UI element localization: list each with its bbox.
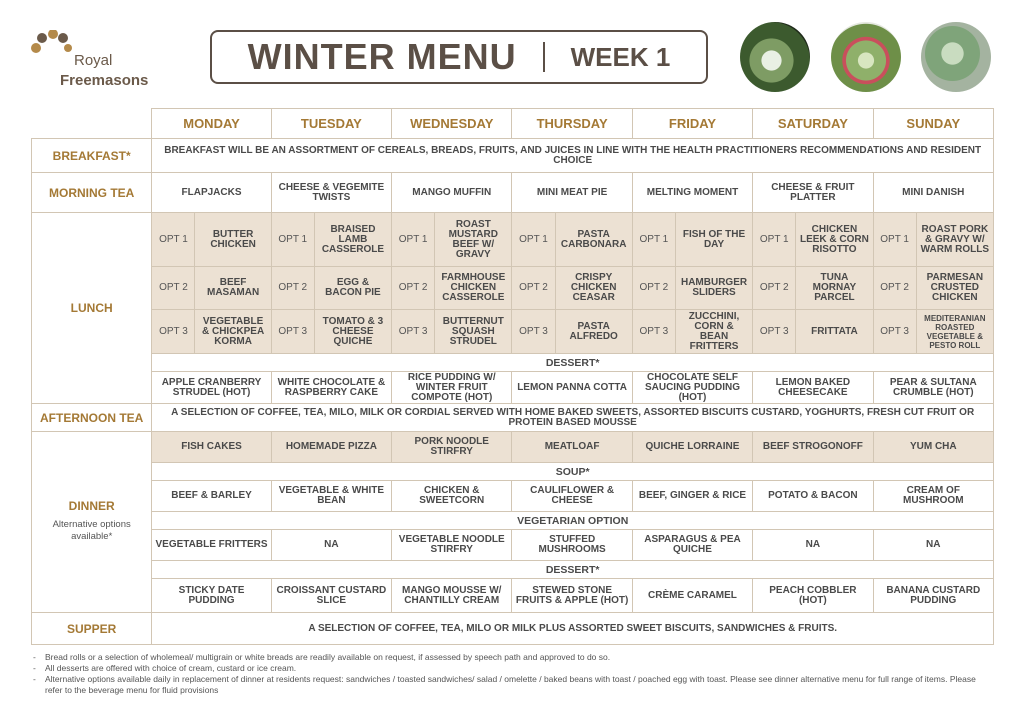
dinner-main-item: FISH CAKES bbox=[152, 432, 271, 463]
days-header-row bbox=[32, 109, 994, 139]
lunch-item: PASTA ALFREDO bbox=[555, 310, 632, 354]
vegetarian-row bbox=[32, 530, 994, 561]
lunch-item: ZUCCHINI, CORN & BEAN FRITTERS bbox=[675, 310, 752, 354]
supper-description: A SELECTION OF COFFEE, TEA, MILO OR MILK PLUS ASSORTED SWEET BISCUITS, SANDWICHES & FRUITS. bbox=[152, 613, 994, 645]
morning-tea-item: FLAPJACKS bbox=[152, 173, 271, 213]
vegetarian-item: STUFFED MUSHROOMS bbox=[512, 530, 632, 561]
soup-item: BEEF, GINGER & RICE bbox=[632, 481, 752, 512]
lunch-opt-label: OPT 2 bbox=[632, 267, 675, 310]
lunch-dessert-label: DESSERT* bbox=[152, 354, 994, 372]
lunch-item: TUNA MORNAY PARCEL bbox=[796, 267, 873, 310]
dinner-label: DINNER bbox=[68, 499, 115, 513]
morning-tea-item: MELTING MOMENT bbox=[632, 173, 752, 213]
lunch-dessert-item: APPLE CRANBERRY STRUDEL (HOT) bbox=[152, 372, 271, 404]
vegetarian-label: VEGETARIAN OPTION bbox=[152, 512, 994, 530]
dinner-main-item: QUICHE LORRAINE bbox=[632, 432, 752, 463]
logo-mark-icon bbox=[30, 30, 74, 60]
day-header: FRIDAY bbox=[632, 109, 752, 139]
day-header: THURSDAY bbox=[512, 109, 632, 139]
soup-item: CHICKEN & SWEETCORN bbox=[392, 481, 512, 512]
morning-tea-item: CHEESE & VEGEMITE TWISTS bbox=[271, 173, 391, 213]
dinner-dessert-label: DESSERT* bbox=[152, 561, 994, 579]
lunch-opt-label: OPT 3 bbox=[873, 310, 916, 354]
dinner-main-item: MEATLOAF bbox=[512, 432, 632, 463]
dinner-dessert-item: STEWED STONE FRUITS & APPLE (HOT) bbox=[512, 579, 632, 613]
breakfast-description: BREAKFAST WILL BE AN ASSORTMENT OF CEREALS, BREADS, FRUITS, AND JUICES IN LINE WITH THE HEALTH PRACTITIONERS RECOMMENDATIONS AND RESIDENT CHOICE bbox=[152, 139, 994, 173]
lunch-dessert-item: PEAR & SULTANA CRUMBLE (HOT) bbox=[873, 372, 993, 404]
morning-tea-item: CHEESE & FRUIT PLATTER bbox=[753, 173, 873, 213]
food-photo-2 bbox=[831, 22, 901, 92]
lunch-opt3-row bbox=[32, 310, 994, 354]
vegetarian-header-row bbox=[32, 512, 994, 530]
lunch-item: FRITTATA bbox=[796, 310, 873, 354]
lunch-opt-label: OPT 3 bbox=[271, 310, 314, 354]
day-header: WEDNESDAY bbox=[392, 109, 512, 139]
lunch-item: PASTA CARBONARA bbox=[555, 213, 632, 267]
lunch-opt1-row bbox=[32, 213, 994, 267]
soup-label: SOUP* bbox=[152, 463, 994, 481]
soup-item: CREAM OF MUSHROOM bbox=[873, 481, 993, 512]
lunch-item: BRAISED LAMB CASSEROLE bbox=[314, 213, 391, 267]
lunch-item: TOMATO & 3 CHEESE QUICHE bbox=[314, 310, 391, 354]
lunch-opt-label: OPT 2 bbox=[753, 267, 796, 310]
row-label-afternoon-tea: AFTERNOON TEA bbox=[32, 404, 152, 432]
vegetarian-item: NA bbox=[753, 530, 873, 561]
lunch-dessert-row bbox=[32, 372, 994, 404]
lunch-opt-label: OPT 2 bbox=[271, 267, 314, 310]
lunch-item: BUTTER CHICKEN bbox=[195, 213, 271, 267]
lunch-item: ROAST MUSTARD BEEF W/ GRAVY bbox=[435, 213, 512, 267]
menu-title-box bbox=[210, 30, 708, 84]
lunch-opt-label: OPT 1 bbox=[632, 213, 675, 267]
lunch-item: CHICKEN LEEK & CORN RISOTTO bbox=[796, 213, 873, 267]
vegetarian-item: NA bbox=[873, 530, 993, 561]
lunch-item: CRISPY CHICKEN CEASAR bbox=[555, 267, 632, 310]
lunch-opt-label: OPT 3 bbox=[152, 310, 195, 354]
lunch-item: BUTTERNUT SQUASH STRUDEL bbox=[435, 310, 512, 354]
lunch-opt-label: OPT 1 bbox=[873, 213, 916, 267]
dinner-main-item: PORK NOODLE STIRFRY bbox=[392, 432, 512, 463]
morning-tea-row bbox=[32, 173, 994, 213]
lunch-opt-label: OPT 1 bbox=[753, 213, 796, 267]
dinner-dessert-item: PEACH COBBLER (HOT) bbox=[753, 579, 873, 613]
soup-header-row bbox=[32, 463, 994, 481]
title-divider bbox=[543, 42, 545, 72]
lunch-opt2-row bbox=[32, 267, 994, 310]
dinner-main-item: YUM CHA bbox=[873, 432, 993, 463]
day-header: MONDAY bbox=[152, 109, 271, 139]
brand-logo bbox=[30, 30, 170, 90]
lunch-dessert-item: RICE PUDDING W/ WINTER FRUIT COMPOTE (HOT) bbox=[392, 372, 512, 404]
row-label-dinner bbox=[32, 432, 152, 613]
day-header: TUESDAY bbox=[271, 109, 391, 139]
lunch-item: BEEF MASAMAN bbox=[195, 267, 271, 310]
footnotes bbox=[33, 652, 993, 696]
soup-item: POTATO & BACON bbox=[753, 481, 873, 512]
day-header: SUNDAY bbox=[873, 109, 993, 139]
lunch-opt-label: OPT 2 bbox=[873, 267, 916, 310]
soup-item: BEEF & BARLEY bbox=[152, 481, 271, 512]
lunch-opt-label: OPT 1 bbox=[392, 213, 435, 267]
lunch-item: EGG & BACON PIE bbox=[314, 267, 391, 310]
lunch-opt-label: OPT 1 bbox=[271, 213, 314, 267]
morning-tea-item: MINI DANISH bbox=[873, 173, 993, 213]
footnote: - Alternative options available daily in replacement of dinner at residents request: sandwiches / toasted sandwiches/ salad / omelette / baked beans with toast / poached egg with toast. Please see dinner alternative menu for full range of items. Please refer to the beverage menu for fluid provisions bbox=[33, 674, 993, 696]
footnote: - All desserts are offered with choice of cream, custard or ice cream. bbox=[33, 663, 993, 674]
morning-tea-item: MINI MEAT PIE bbox=[512, 173, 632, 213]
lunch-item: HAMBURGER SLIDERS bbox=[675, 267, 752, 310]
lunch-opt-label: OPT 3 bbox=[392, 310, 435, 354]
vegetarian-item: NA bbox=[271, 530, 391, 561]
lunch-item: ROAST PORK & GRAVY W/ WARM ROLLS bbox=[916, 213, 993, 267]
lunch-item: MEDITERANIAN ROASTED VEGETABLE & PESTO ROLL bbox=[916, 310, 993, 354]
dinner-dessert-item: CROISSANT CUSTARD SLICE bbox=[271, 579, 391, 613]
lunch-opt-label: OPT 3 bbox=[753, 310, 796, 354]
dinner-main-row bbox=[32, 432, 994, 463]
lunch-item: FARMHOUSE CHICKEN CASSEROLE bbox=[435, 267, 512, 310]
footnote: - Bread rolls or a selection of wholemeal/ multigrain or white breads are readily available on request, if assessed by speech path and approved to do so. bbox=[33, 652, 993, 663]
supper-row bbox=[32, 613, 994, 645]
dinner-main-item: BEEF STROGONOFF bbox=[753, 432, 873, 463]
soup-row bbox=[32, 481, 994, 512]
header-blank-cell bbox=[32, 109, 152, 139]
lunch-opt-label: OPT 3 bbox=[512, 310, 555, 354]
vegetarian-item: VEGETABLE FRITTERS bbox=[152, 530, 271, 561]
lunch-dessert-header-row bbox=[32, 354, 994, 372]
breakfast-row bbox=[32, 139, 994, 173]
soup-item: VEGETABLE & WHITE BEAN bbox=[271, 481, 391, 512]
menu-table bbox=[31, 108, 994, 645]
food-photo-1 bbox=[740, 22, 810, 92]
lunch-item: PARMESAN CRUSTED CHICKEN bbox=[916, 267, 993, 310]
afternoon-tea-description: A SELECTION OF COFFEE, TEA, MILO, MILK OR CORDIAL SERVED WITH HOME BAKED SWEETS, ASSORTED BISCUITS CUSTARD, YOGHURTS, FRESH CUT FRUIT OR PROTEIN BASED MOUSSE bbox=[152, 404, 994, 432]
dinner-dessert-row bbox=[32, 579, 994, 613]
brand-name-line1: Royal bbox=[74, 52, 113, 69]
lunch-opt-label: OPT 2 bbox=[392, 267, 435, 310]
dinner-main-item: HOMEMADE PIZZA bbox=[271, 432, 391, 463]
soup-item: CAULIFLOWER & CHEESE bbox=[512, 481, 632, 512]
vegetarian-item: ASPARAGUS & PEA QUICHE bbox=[632, 530, 752, 561]
lunch-opt-label: OPT 2 bbox=[152, 267, 195, 310]
row-label-morning-tea: MORNING TEA bbox=[32, 173, 152, 213]
day-header: SATURDAY bbox=[753, 109, 873, 139]
dinner-alternative-note: Alternative options available* bbox=[52, 519, 131, 542]
lunch-item: VEGETABLE & CHICKPEA KORMA bbox=[195, 310, 271, 354]
lunch-item: FISH OF THE DAY bbox=[675, 213, 752, 267]
dinner-dessert-item: STICKY DATE PUDDING bbox=[152, 579, 271, 613]
lunch-opt-label: OPT 1 bbox=[512, 213, 555, 267]
vegetarian-item: VEGETABLE NOODLE STIRFRY bbox=[392, 530, 512, 561]
menu-title: WINTER MENU bbox=[247, 36, 517, 77]
lunch-opt-label: OPT 2 bbox=[512, 267, 555, 310]
dinner-dessert-item: BANANA CUSTARD PUDDING bbox=[873, 579, 993, 613]
lunch-opt-label: OPT 1 bbox=[152, 213, 195, 267]
lunch-dessert-item: LEMON PANNA COTTA bbox=[512, 372, 632, 404]
dinner-dessert-item: CRÈME CARAMEL bbox=[632, 579, 752, 613]
dinner-dessert-item: MANGO MOUSSE W/ CHANTILLY CREAM bbox=[392, 579, 512, 613]
menu-week: WEEK 1 bbox=[570, 41, 671, 72]
dinner-dessert-header-row bbox=[32, 561, 994, 579]
row-label-breakfast: BREAKFAST* bbox=[32, 139, 152, 173]
lunch-dessert-item: WHITE CHOCOLATE & RASPBERRY CAKE bbox=[271, 372, 391, 404]
brand-name-line2: Freemasons bbox=[60, 72, 149, 89]
row-label-lunch: LUNCH bbox=[32, 213, 152, 404]
lunch-dessert-item: CHOCOLATE SELF SAUCING PUDDING (HOT) bbox=[632, 372, 752, 404]
lunch-opt-label: OPT 3 bbox=[632, 310, 675, 354]
morning-tea-item: MANGO MUFFIN bbox=[392, 173, 512, 213]
afternoon-tea-row bbox=[32, 404, 994, 432]
lunch-dessert-item: LEMON BAKED CHEESECAKE bbox=[753, 372, 873, 404]
food-photo-3 bbox=[921, 22, 991, 92]
row-label-supper: SUPPER bbox=[32, 613, 152, 645]
